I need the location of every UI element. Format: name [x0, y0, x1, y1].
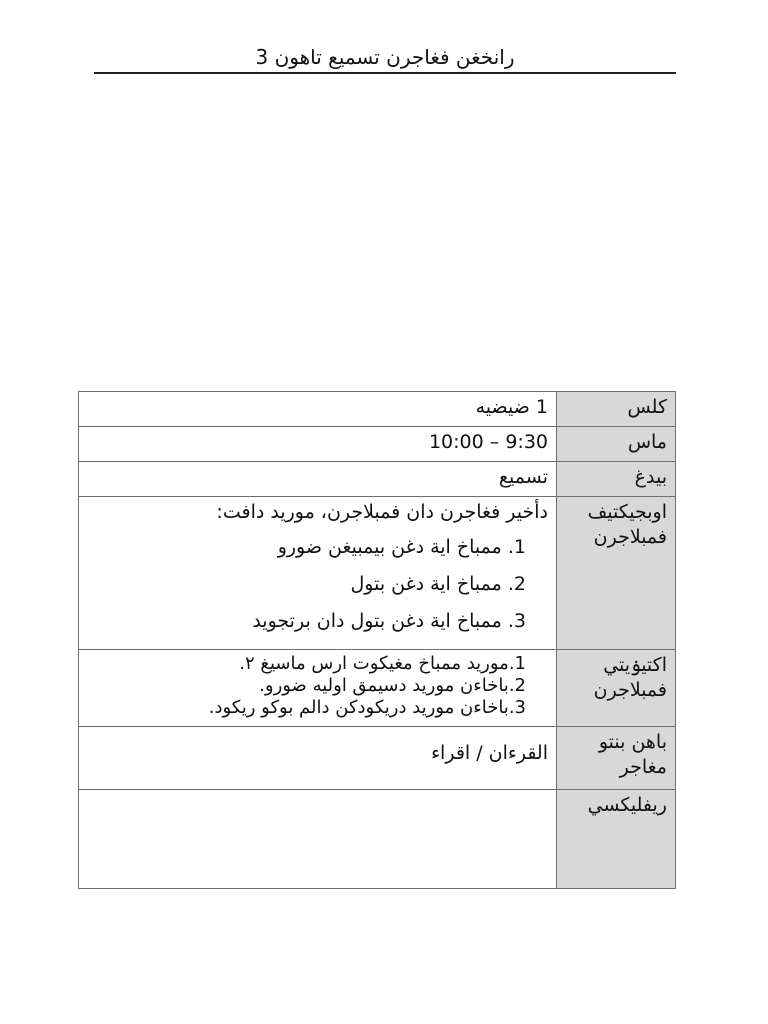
objektif-value [79, 497, 557, 650]
bahan-label: باهن بنتو مغاجر [557, 727, 676, 790]
table-row-bidang [79, 462, 676, 497]
aktiviti-list [87, 653, 548, 719]
aktiviti-item: 3.باخاءن موريد دريكودكن دالم بوكو ريكود. [208, 697, 526, 718]
table-row-kelas [79, 392, 676, 427]
objektif-label: اوبجيكتيف فمبلاجرن [557, 497, 676, 650]
masa-value: 9:30 – 10:00 [79, 427, 557, 462]
objektif-item: 1. ممباخ اية دغن بيمبيغن ضورو [277, 536, 526, 558]
bahan-value [79, 727, 557, 790]
objektif-item: 3. ممباخ اية دغن بتول دان برتجويد [252, 610, 526, 632]
aktiviti-value [79, 650, 557, 727]
bidang-label: بيدغ [557, 462, 676, 497]
objektif-intro: دأخير فغاجرن دان فمبلاجرن، موريد دافت: [216, 501, 548, 523]
kelas-label: كلس [557, 392, 676, 427]
lesson-plan-table [78, 391, 676, 889]
table-row-refleksi [79, 790, 676, 889]
page-title: رانخغن فغاجرن تسميع تاهون 3 [94, 42, 676, 74]
table-row-masa [79, 427, 676, 462]
table-row-bahan [79, 727, 676, 790]
aktiviti-label: اكتيۏيتي فمبلاجرن [557, 650, 676, 727]
masa-label: ماس [557, 427, 676, 462]
refleksi-label: ريفليكسي [557, 790, 676, 889]
table-row-aktiviti [79, 650, 676, 727]
objektif-item: 2. ممباخ اية دغن بتول [350, 573, 526, 595]
aktiviti-item: 2.باخاءن موريد دسيمق اوليه ضورو. [259, 675, 526, 696]
refleksi-value[interactable] [79, 790, 557, 889]
objektif-list [87, 535, 548, 634]
kelas-value: 1 ضيضيه [79, 392, 557, 427]
bahan-text: القرءان / اقراء [431, 742, 548, 764]
aktiviti-item: 1.موريد ممباخ مغيكوت ارس ماسيغ ٢. [239, 653, 526, 674]
table-row-objektif [79, 497, 676, 650]
bidang-value: تسميع [79, 462, 557, 497]
